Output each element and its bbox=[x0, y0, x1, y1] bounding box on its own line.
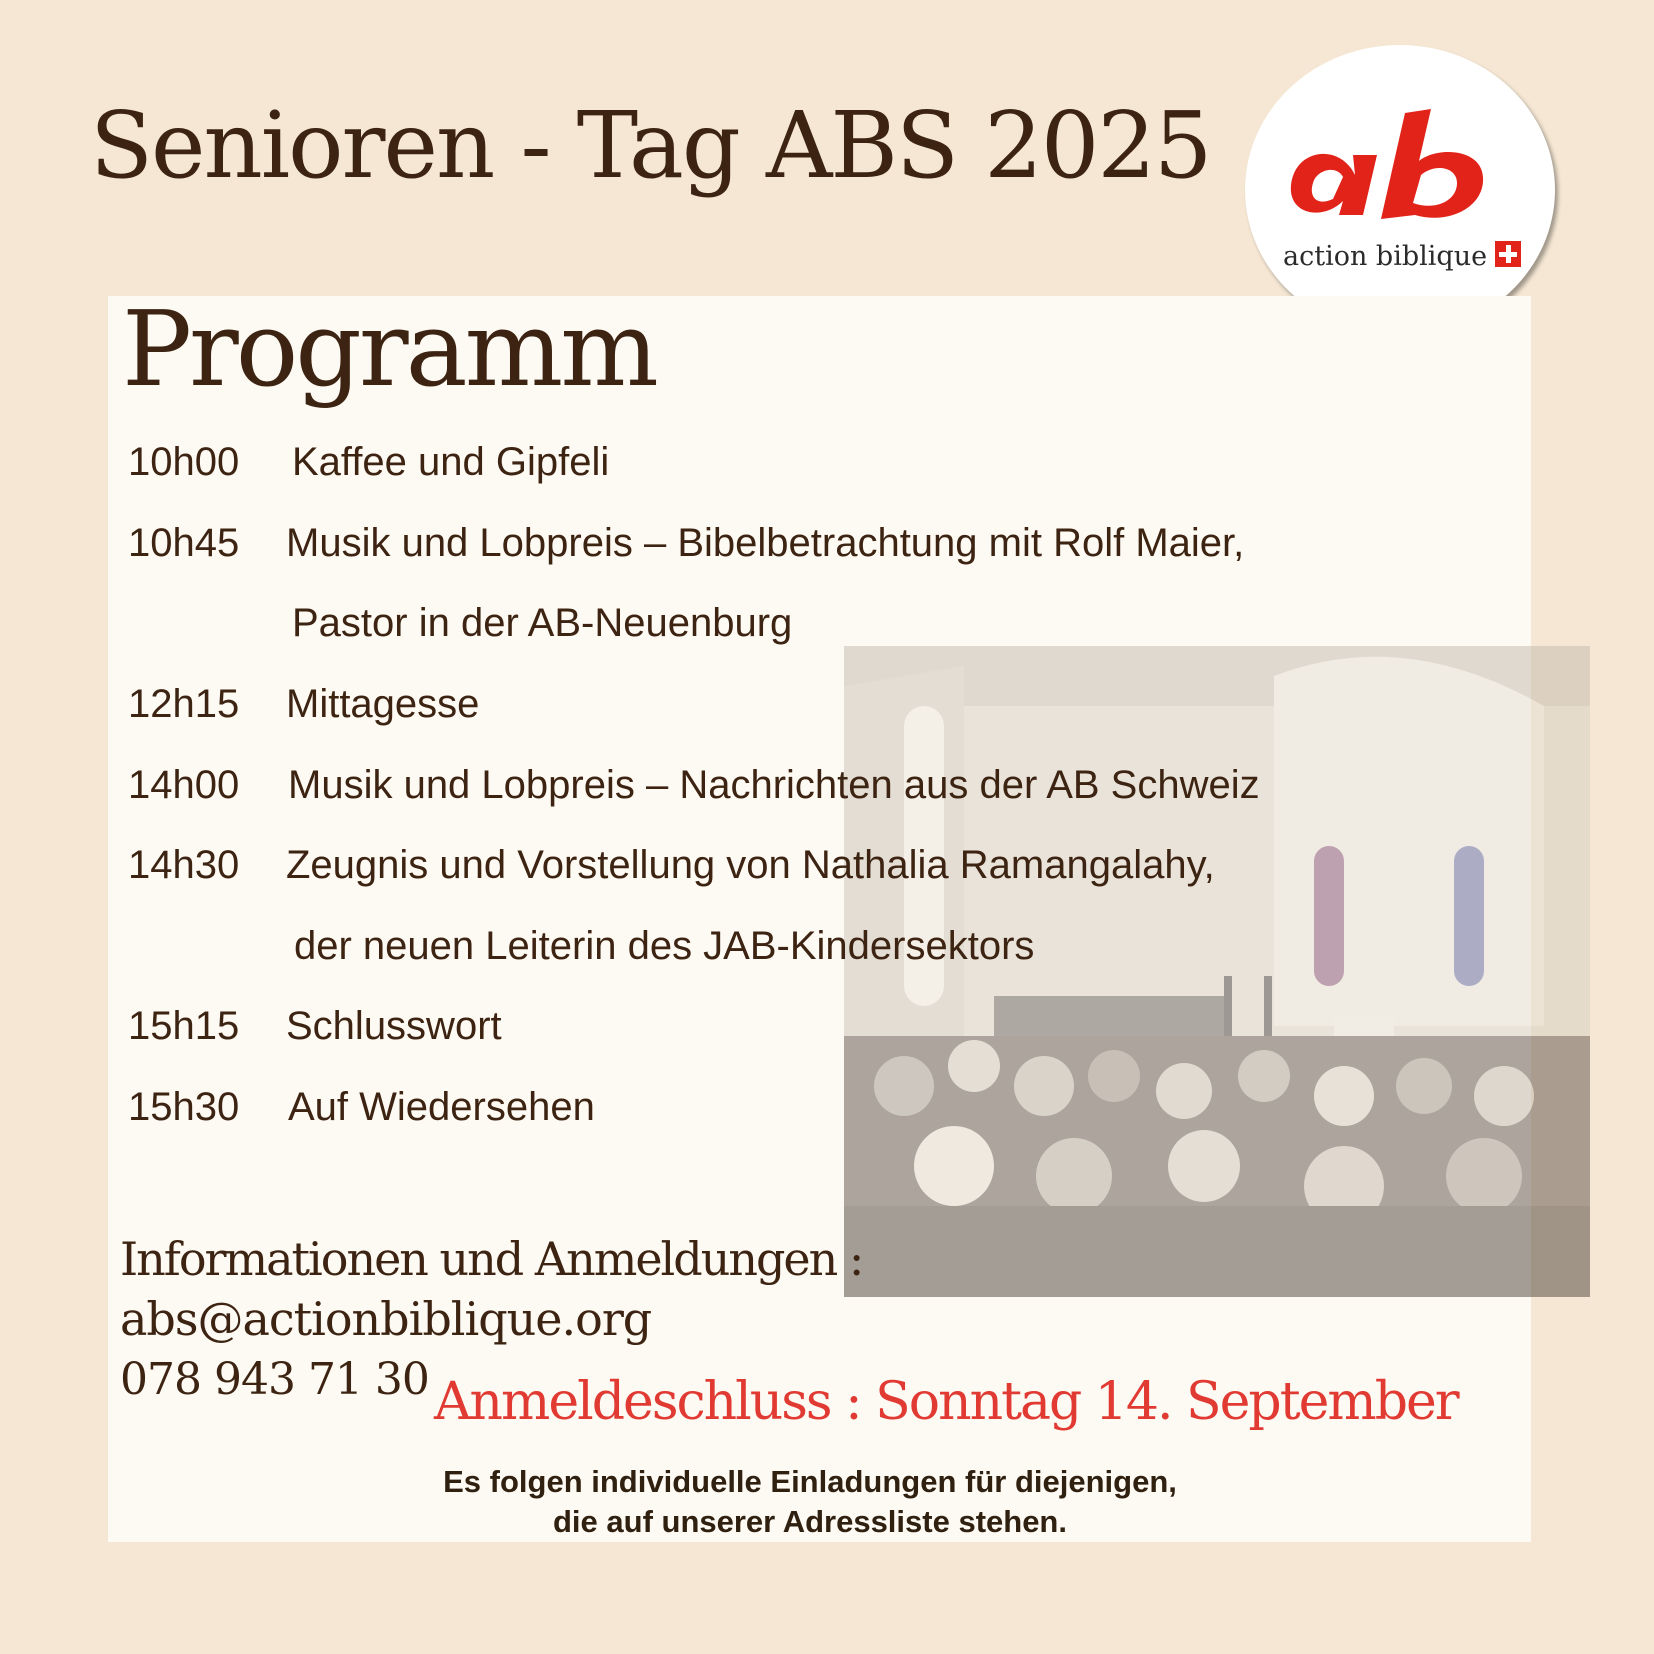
invitation-note-line-1: Es folgen individuelle Einladungen für diejenigen, bbox=[443, 1464, 1177, 1499]
program-description: Musik und Lobpreis – Bibelbetrachtung mit Rolf Maier, bbox=[286, 521, 1245, 565]
program-description: Kaffee und Gipfeli bbox=[292, 440, 610, 484]
program-description: Zeugnis und Vorstellung von Nathalia Ramangalahy, bbox=[286, 843, 1215, 887]
program-heading: Programm bbox=[122, 288, 656, 410]
action-biblique-logo bbox=[1245, 45, 1555, 335]
contact-label: Informationen und Anmeldungen : bbox=[120, 1232, 863, 1286]
program-description: Musik und Lobpreis – Nachrichten aus der AB Schweiz bbox=[288, 763, 1260, 807]
program-time: 14h00 bbox=[128, 763, 240, 807]
program-description: Pastor in der AB-Neuenburg bbox=[292, 601, 793, 645]
program-time: 10h00 bbox=[128, 440, 240, 484]
page-title: Senioren - Tag ABS 2025 bbox=[90, 92, 1211, 199]
logo-text: action biblique bbox=[1283, 241, 1488, 272]
program-time: 12h15 bbox=[128, 682, 240, 726]
program-time: 10h45 bbox=[128, 521, 240, 565]
registration-deadline: Anmeldeschluss : Sonntag 14. September bbox=[434, 1372, 1458, 1432]
invitation-note bbox=[430, 1462, 1190, 1543]
swiss-flag-icon bbox=[1495, 241, 1521, 267]
program-description: der neuen Leiterin des JAB-Kindersektors bbox=[294, 924, 1035, 968]
invitation-note-line-2: die auf unserer Adressliste stehen. bbox=[553, 1504, 1067, 1540]
contact-phone[interactable]: 078 943 71 30 bbox=[120, 1354, 429, 1405]
program-description: Mittagesse bbox=[286, 682, 480, 726]
contact-email-link[interactable]: abs@actionbiblique.org bbox=[120, 1292, 652, 1346]
program-time: 15h15 bbox=[128, 1004, 240, 1048]
ab-logo-mark-icon bbox=[1285, 103, 1525, 233]
church-photo bbox=[844, 646, 1590, 1297]
program-description: Schlusswort bbox=[286, 1004, 502, 1048]
program-time: 15h30 bbox=[128, 1085, 240, 1129]
program-time: 14h30 bbox=[128, 843, 240, 887]
program-description: Auf Wiedersehen bbox=[288, 1085, 595, 1129]
